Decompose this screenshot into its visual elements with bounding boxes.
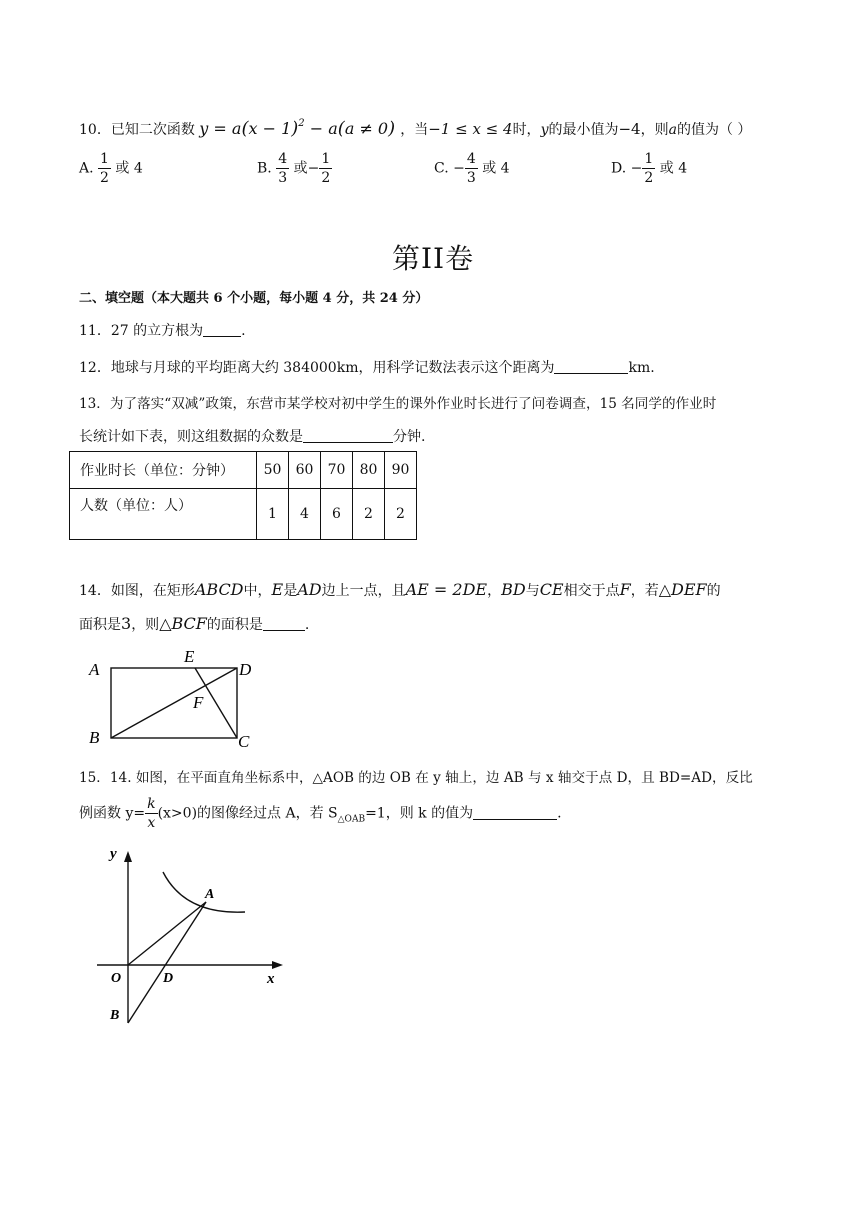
q10-stem — [79, 118, 751, 139]
q14-text: 的 — [706, 583, 721, 599]
table-cell: 80 — [353, 452, 385, 489]
frac-den: x — [147, 815, 156, 831]
q13-end: 分钟. — [393, 429, 426, 445]
table-cell: 70 — [321, 452, 353, 489]
option-neg: − — [453, 160, 465, 177]
label-b: B — [110, 1008, 120, 1023]
q13-table — [69, 451, 417, 540]
q10-formula-mid: x − 1 — [248, 119, 292, 138]
table-cell: 90 — [385, 452, 417, 489]
q15-subscript: △OAB — [337, 814, 366, 825]
q15-line2 — [79, 797, 562, 830]
q15-text: (x>0)的图像经过点 A，若 S — [157, 805, 338, 822]
q10-mid2: 时， — [512, 122, 541, 138]
q10-mid3: 的最小值为 — [548, 122, 619, 138]
q15-text: 例函数 y= — [79, 805, 146, 822]
q12 — [79, 357, 655, 377]
label-x: x — [267, 971, 275, 987]
option-label: C. — [434, 160, 449, 177]
q15-end: . — [557, 805, 562, 822]
answer-blank[interactable] — [303, 428, 393, 443]
q14-text: 相交于点 — [563, 583, 620, 599]
diagonal-bd — [111, 668, 237, 738]
frac-num: 4 — [278, 151, 288, 167]
fraction — [98, 152, 111, 185]
q14-math: AE = 2DE — [405, 580, 488, 599]
q14-text: ，若 — [630, 583, 659, 599]
q14-math: △BCF — [159, 614, 207, 633]
table-cell: 2 — [385, 489, 417, 540]
q14-end: . — [304, 617, 310, 633]
option-suffix: 或 4 — [115, 160, 143, 177]
label-a: A — [205, 887, 215, 902]
q14-math: △DEF — [658, 580, 707, 599]
coordinate-figure — [95, 840, 295, 1030]
frac-num: 4 — [466, 151, 476, 167]
answer-blank[interactable] — [263, 616, 305, 631]
q13-line2 — [79, 426, 425, 446]
answer-blank[interactable] — [203, 322, 241, 337]
q14-math: AD — [297, 580, 322, 599]
option-label: A. — [79, 160, 94, 177]
q14-text: 面积是 — [79, 617, 121, 633]
q14-line2 — [79, 614, 309, 634]
q14-line1 — [79, 580, 721, 600]
table-header-cell: 作业时长（单位：分钟） — [70, 452, 257, 489]
q11-text: 11．27 的立方根为 — [79, 323, 204, 339]
q14-math: BD — [501, 580, 526, 599]
q12-text: 12．地球与月球的平均距离大约 384000km，用科学记数法表示这个距离为 — [79, 360, 555, 376]
table-cell: 1 — [257, 489, 289, 540]
section-heading: 二、填空题（本大题共 6 个小题，每小题 4 分，共 24 分） — [79, 291, 429, 306]
option-suffix: 或 4 — [659, 160, 688, 177]
q11 — [79, 320, 246, 340]
q10-mid4: ，则 — [640, 122, 669, 138]
q10-option-a[interactable] — [79, 152, 143, 185]
q11-end: . — [241, 323, 246, 339]
fraction — [465, 152, 478, 185]
label-c: C — [238, 732, 250, 751]
q14-math: E — [271, 580, 284, 599]
q10-formula-y: y = a — [199, 119, 242, 138]
answer-blank[interactable] — [554, 359, 628, 374]
option-suffix: 或 4 — [482, 160, 510, 177]
table-cell: 60 — [289, 452, 321, 489]
frac-num: 1 — [644, 151, 654, 167]
q10-formula: $y = a(x - 1)^2 - a(a \ne 0)$ — [199, 118, 396, 139]
q14-text: 14．如图，在矩形 — [79, 583, 195, 599]
q15-line1: 15．14. 如图，在平面直角坐标系中，△AOB 的边 OB 在 y 轴上，边 AB 与 x 轴交于点 D，且 BD=AD，反比 — [79, 770, 753, 786]
q14-text: ， — [487, 583, 502, 599]
table-row — [70, 452, 417, 489]
table-cell: 6 — [321, 489, 353, 540]
q10-minval: −4 — [618, 120, 641, 138]
rectangle-figure — [85, 645, 265, 755]
q10-formula-minus: − a — [309, 119, 338, 138]
fraction — [319, 152, 332, 185]
segment-oa — [128, 902, 206, 965]
q10-option-d[interactable] — [611, 152, 687, 185]
q10-mid: ，当 — [400, 122, 429, 138]
frac-num: k — [147, 796, 156, 812]
q14-text: 边上一点，且 — [321, 583, 406, 599]
label-b: B — [89, 728, 100, 747]
option-neg: − — [307, 160, 320, 177]
option-neg: − — [630, 160, 643, 177]
frac-den: 3 — [278, 170, 288, 186]
q14-math: 3 — [121, 614, 132, 633]
segment-ab — [128, 902, 206, 1023]
label-o: O — [111, 971, 122, 986]
label-y: y — [110, 846, 117, 862]
q14-text: 中， — [243, 583, 272, 599]
q10-yvar: y — [540, 122, 549, 138]
q14-text: ，则 — [131, 617, 160, 633]
q10-end: 的值为（ ） — [676, 122, 752, 138]
option-mid: 或 — [293, 160, 308, 177]
table-cell: 2 — [353, 489, 385, 540]
table-cell: 4 — [289, 489, 321, 540]
q14-math: ABCD — [194, 580, 244, 599]
frac-den: 3 — [466, 170, 476, 186]
q10-prefix: 10．已知二次函数 — [79, 122, 195, 138]
q12-end: km. — [628, 360, 655, 376]
frac-den: 2 — [100, 170, 109, 186]
q13-line2-text: 长统计如下表，则这组数据的众数是 — [79, 429, 303, 445]
table-cell: 50 — [257, 452, 289, 489]
fraction — [642, 152, 655, 185]
q10-formula-cond: a ≠ 0 — [344, 119, 389, 138]
option-label: B. — [257, 160, 272, 177]
q14-math: F — [619, 580, 631, 599]
frac-den: 2 — [644, 170, 654, 186]
q10-avar: a — [668, 122, 677, 138]
option-label: D. — [611, 160, 627, 177]
label-f: F — [193, 693, 204, 712]
q14-text: 的面积是 — [206, 617, 263, 633]
table-row — [70, 489, 417, 540]
y-arrow-icon — [124, 851, 132, 862]
q15-text: =1，则 k 的值为 — [365, 805, 474, 822]
label-e: E — [184, 647, 195, 666]
x-arrow-icon — [272, 961, 283, 969]
label-d: D — [163, 971, 174, 986]
label-d: D — [239, 660, 252, 679]
fraction — [145, 797, 157, 830]
q10-formula-exp: 2 — [298, 118, 305, 129]
table-header-cell: 人数（单位：人） — [70, 489, 257, 540]
section-title: 第II卷 — [392, 242, 475, 275]
q13-line1: 13．为了落实“双减”政策，东营市某学校对初中学生的课外作业时长进行了问卷调查，15 名同学的作业时 — [79, 396, 717, 412]
q10-range: −1 ≤ x ≤ 4 — [428, 120, 513, 138]
q10-option-b[interactable] — [257, 152, 332, 185]
frac-den: 2 — [321, 170, 331, 186]
q14-text: 与 — [525, 583, 540, 599]
q10-option-c[interactable] — [434, 152, 510, 185]
frac-num: 1 — [100, 151, 109, 167]
frac-num: 1 — [321, 151, 331, 167]
answer-blank[interactable] — [473, 805, 557, 820]
data-table — [69, 451, 417, 540]
q14-text: 是 — [283, 583, 298, 599]
fraction — [276, 152, 289, 185]
q14-math: CE — [539, 580, 564, 599]
label-a: A — [89, 660, 100, 679]
